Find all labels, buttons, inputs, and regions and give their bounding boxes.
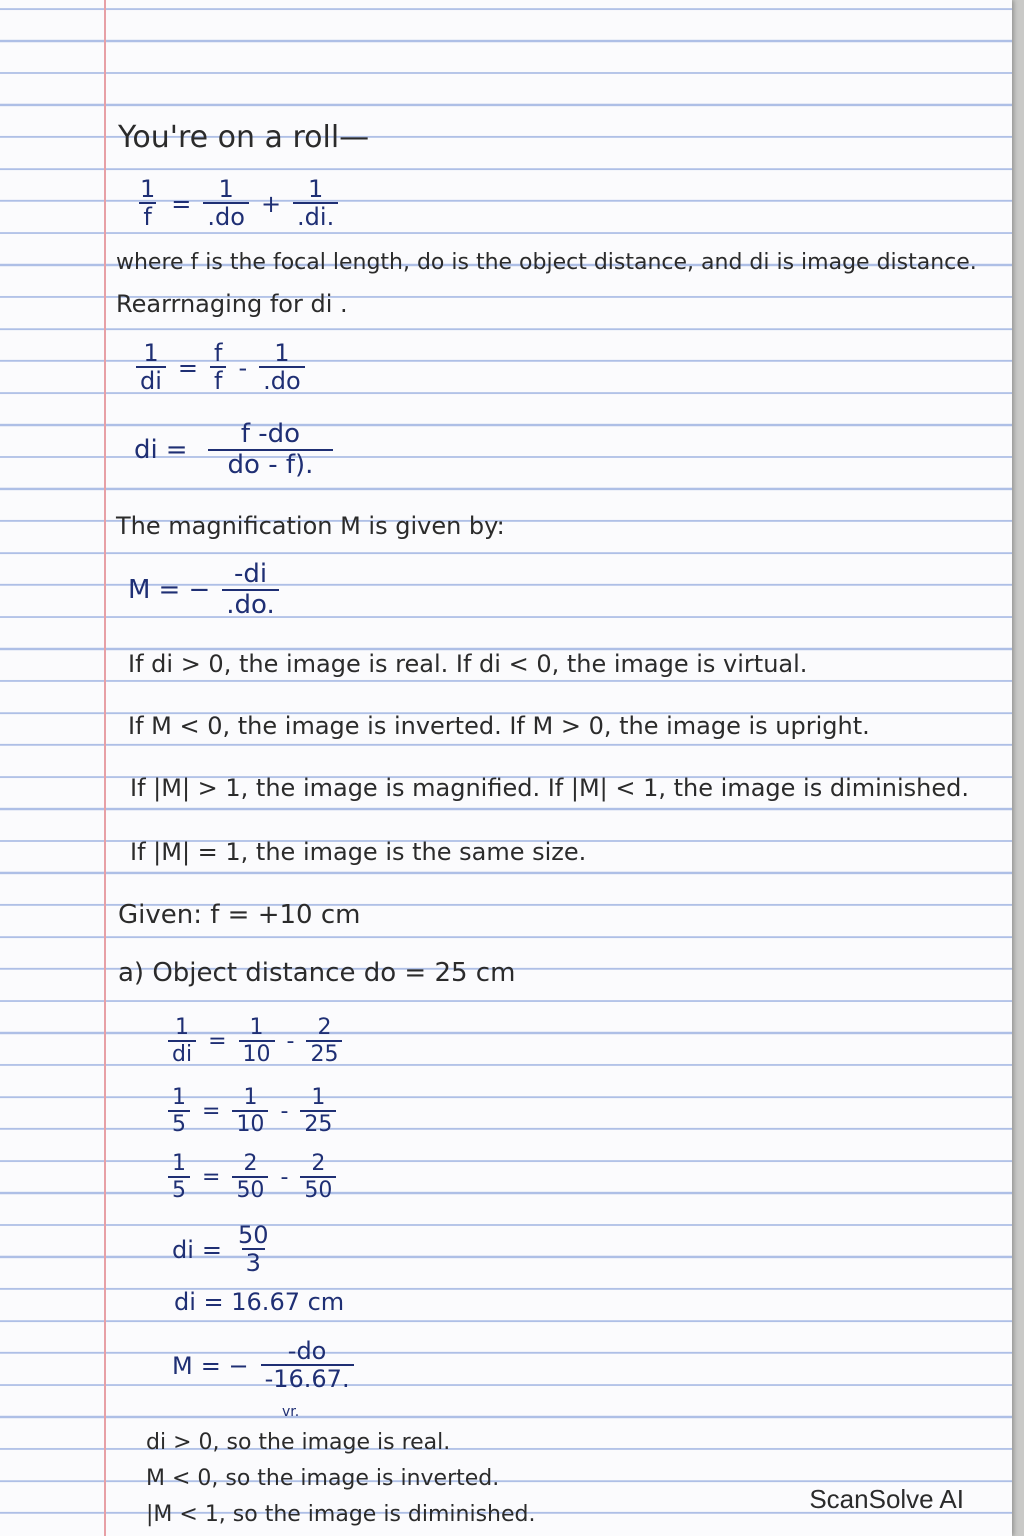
watermark: ScanSolve AI xyxy=(809,1484,964,1514)
di-fraction: di = $\frac{50}{3}$ xyxy=(172,1221,269,1278)
step-equation: $\frac{1}{5}$ = $\frac{1}{10}$ - $\frac{1}{25}$ xyxy=(164,1086,340,1137)
fraction: $\frac{1}{.di.}$ xyxy=(293,176,338,232)
m-final-equation: M = − $\frac{-do}{-16.67.}$ xyxy=(172,1338,358,1394)
rule-line: If |M| = 1, the image is the same size. xyxy=(130,838,587,866)
rearranged-equation: $\frac{1}{di}$ = $\frac{f}{f}$ - $\frac{1}{.do}$ xyxy=(132,340,309,396)
rearrange-text: Rearrnaging for di . xyxy=(116,290,348,318)
conclusion-line: M < 0, so the image is inverted. xyxy=(146,1466,500,1491)
conclusion-line: |M < 1, so the image is diminished. xyxy=(146,1502,536,1527)
rule-line: If M < 0, the image is inverted. If M > 0, the image is upright. xyxy=(128,712,870,740)
fraction: $\frac{f}{f}$ xyxy=(210,340,226,396)
di-formula: di = $\frac{f -do}{do - f).}$ xyxy=(134,420,337,480)
lens-equation: $\frac{1}{f}$ = $\frac{1}{.do}$ + $\frac{1}{.di.}$ xyxy=(132,176,342,232)
step-equation: $\frac{1}{5}$ = $\frac{2}{50}$ - $\frac{2}{50}$ xyxy=(164,1152,340,1203)
fraction: $\frac{1}{f}$ xyxy=(140,175,156,232)
rule-line: If |M| > 1, the image is magnified. If |M| < 1, the image is diminished. xyxy=(130,774,970,802)
step-equation: $\frac{1}{di}$ = $\frac{1}{10}$ - $\frac{2}{25}$ xyxy=(164,1016,346,1067)
rule-line: If di > 0, the image is real. If di < 0, the image is virtual. xyxy=(128,650,808,678)
fraction: $\frac{-di}{.do.}$ xyxy=(222,560,278,620)
given-text: Given: f = +10 cm xyxy=(118,900,361,930)
intro-text: You're on a roll— xyxy=(118,120,370,155)
fraction: $\frac{f -do}{do - f).}$ xyxy=(208,420,334,480)
conclusion-line: di > 0, so the image is real. xyxy=(146,1430,451,1455)
magnification-intro: The magnification M is given by: xyxy=(116,512,505,540)
fraction: $\frac{1}{di}$ xyxy=(136,340,166,396)
di-value: di = 16.67 cm xyxy=(174,1288,345,1316)
m-note: vr. xyxy=(282,1404,300,1420)
fraction: $\frac{1}{.do}$ xyxy=(259,340,305,396)
fraction: $\frac{1}{.do}$ xyxy=(203,176,249,232)
magnification-formula: M = − $\frac{-di}{.do.}$ xyxy=(128,560,283,620)
definition-text: where f is the focal length, do is the object distance, and di is image distance. xyxy=(116,250,977,275)
part-a-text: a) Object distance do = 25 cm xyxy=(118,958,516,988)
margin-line xyxy=(104,0,106,1536)
